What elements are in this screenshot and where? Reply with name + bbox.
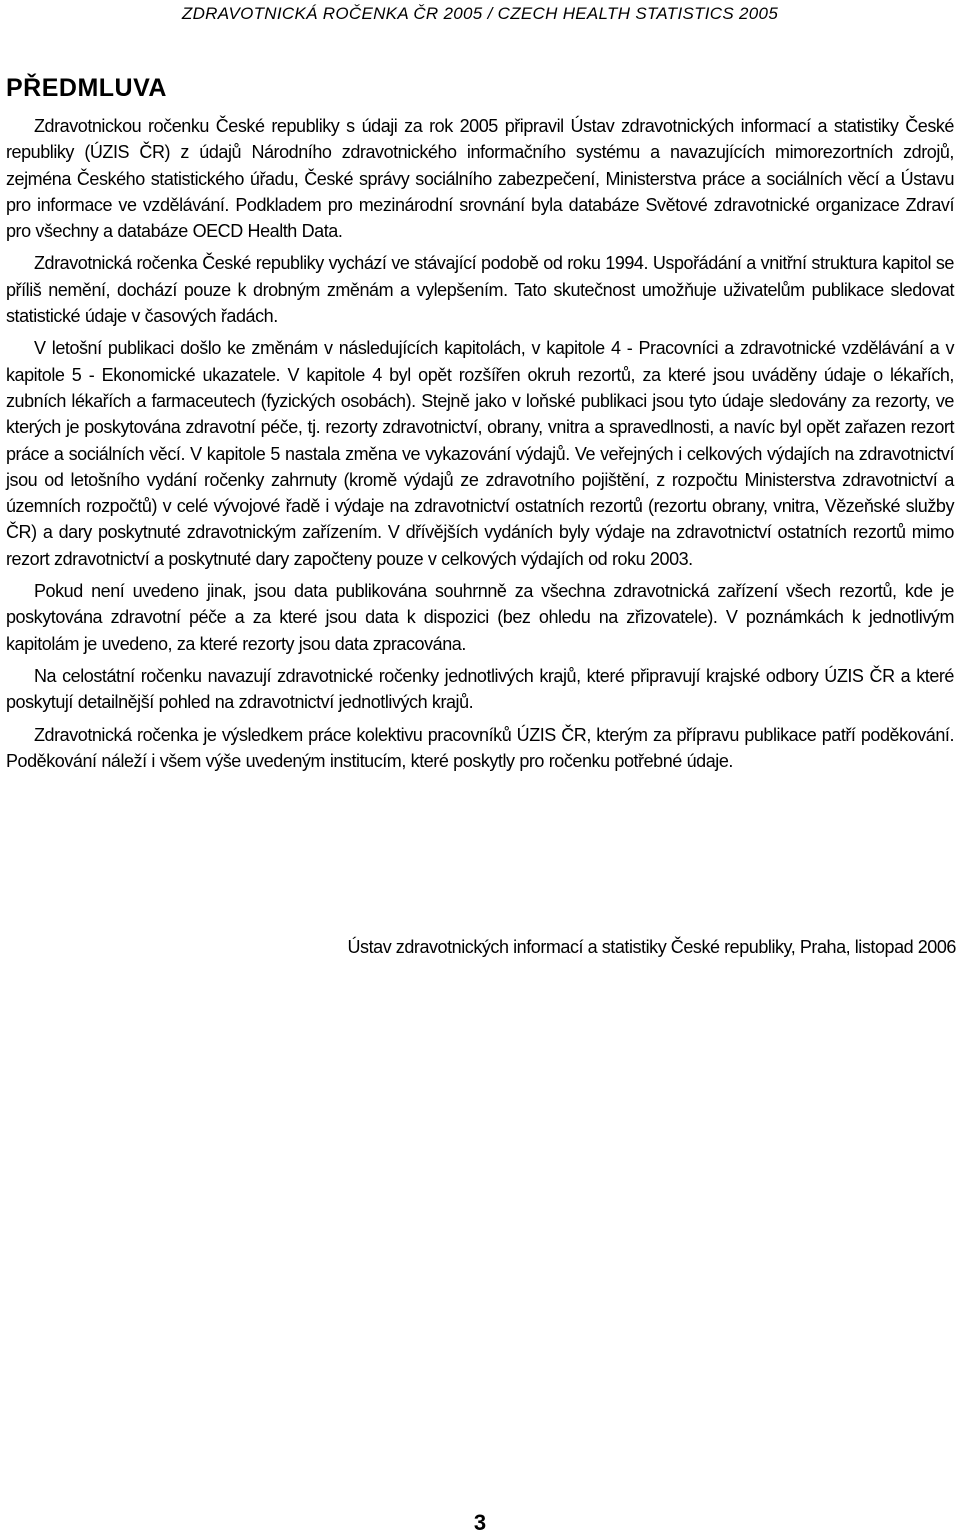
paragraph: Na celostátní ročenku navazují zdravotnické ročenky jednotlivých krajů, které připravují krajské odbory ÚZIS ČR a které poskytují detailnější pohled na zdravotnictví jednotlivých krajů. [6,665,954,713]
preface-body [6,113,954,780]
page-number: 3 [473,1510,487,1535]
page-title: PŘEDMLUVA [6,74,167,102]
paragraph: V letošní publikaci došlo ke změnám v následujících kapitolách, v kapitole 4 - Pracovníci a zdravotnické vzdělávání a v kapitole 5 - Ekonomické ukazatele. V kapitole 4 byl opět rozšířen okruh rezortů, za které jsou uváděny údaje o lékařích, zubních lékařích a farmaceutech (fyzických osobách). Stejně jako v loňské publikaci jsou tyto údaje sledovány za rezorty, ve kterých je poskytována zdravotní péče, tj. rezorty zdravotnictví, obrany, vnitra a spravedlnosti, a navíc byl opět zařazen rezort práce a sociálních věcí. V kapitole 5 nastala změna ve vykazování výdajů. Ve veřejných i celkových výdajích na zdravotnictví jsou od letošního vydání ročenky zahrnuty (kromě výdajů ze zdravotního pojištění, z rozpočtu Ministerstva zdravotnictví a územních rozpočtů) v celé vývojové řadě i výdaje na zdravotnictví ostatních rezortů (rezortu obrany, vnitra, Vězeňské služby ČR) a dary poskytnuté zdravotnickým zařízením. V dřívějších vydáních byly výdaje na zdravotnictví ostatních rezortů mimo rezort zdravotnictví a poskytnuté dary započteny pouze v celkových výdajích od roku 2003. [6,338,954,569]
paragraph: Pokud není uvedeno jinak, jsou data publikována souhrnně za všechna zdravotnická zařízení všech rezortů, kde je poskytována zdravotní péče a za které jsou data k dispozici (bez ohledu na zřizovatele). V poznámkách k jednotlivým kapitolám je uvedeno, za které rezorty jsou data zpracována. [6,581,954,654]
signature-line: Ústav zdravotnických informací a statistiky České republiky, Praha, listopad 2006 [347,937,956,957]
paragraph: Zdravotnická ročenka České republiky vychází ve stávající podobě od roku 1994. Uspořádání a vnitřní struktura kapitol se příliš nemění, dochází pouze k drobným změnám a vylepšením. Tato skutečnost umožňuje uživatelům publikace sledovat statistické údaje v časových řadách. [6,253,954,327]
running-header: ZDRAVOTNICKÁ ROČENKA ČR 2005 / CZECH HEALTH STATISTICS 2005 [181,4,779,23]
paragraph: Zdravotnická ročenka je výsledkem práce kolektivu pracovníků ÚZIS ČR, kterým za přípravu publikace patří poděkování. Poděkování náleží i všem výše uvedeným institucím, které poskytly pro ročenku potřebné údaje. [6,724,954,771]
paragraph: Zdravotnickou ročenku České republiky s údaji za rok 2005 připravil Ústav zdravotnických informací a statistiky České republiky (ÚZIS ČR) z údajů Národního zdravotnického informačního systému a navazujících mimorezortních zdrojů, zejména Českého statistického úřadu, České správy sociálního zabezpečení, Ministerstva práce a sociálních věcí a Ústavu pro informace ve vzdělávání. Podkladem pro mezinárodní srovnání byla databáze Světové zdravotnické organizace Zdraví pro všechny a databáze OECD Health Data. [6,116,954,242]
